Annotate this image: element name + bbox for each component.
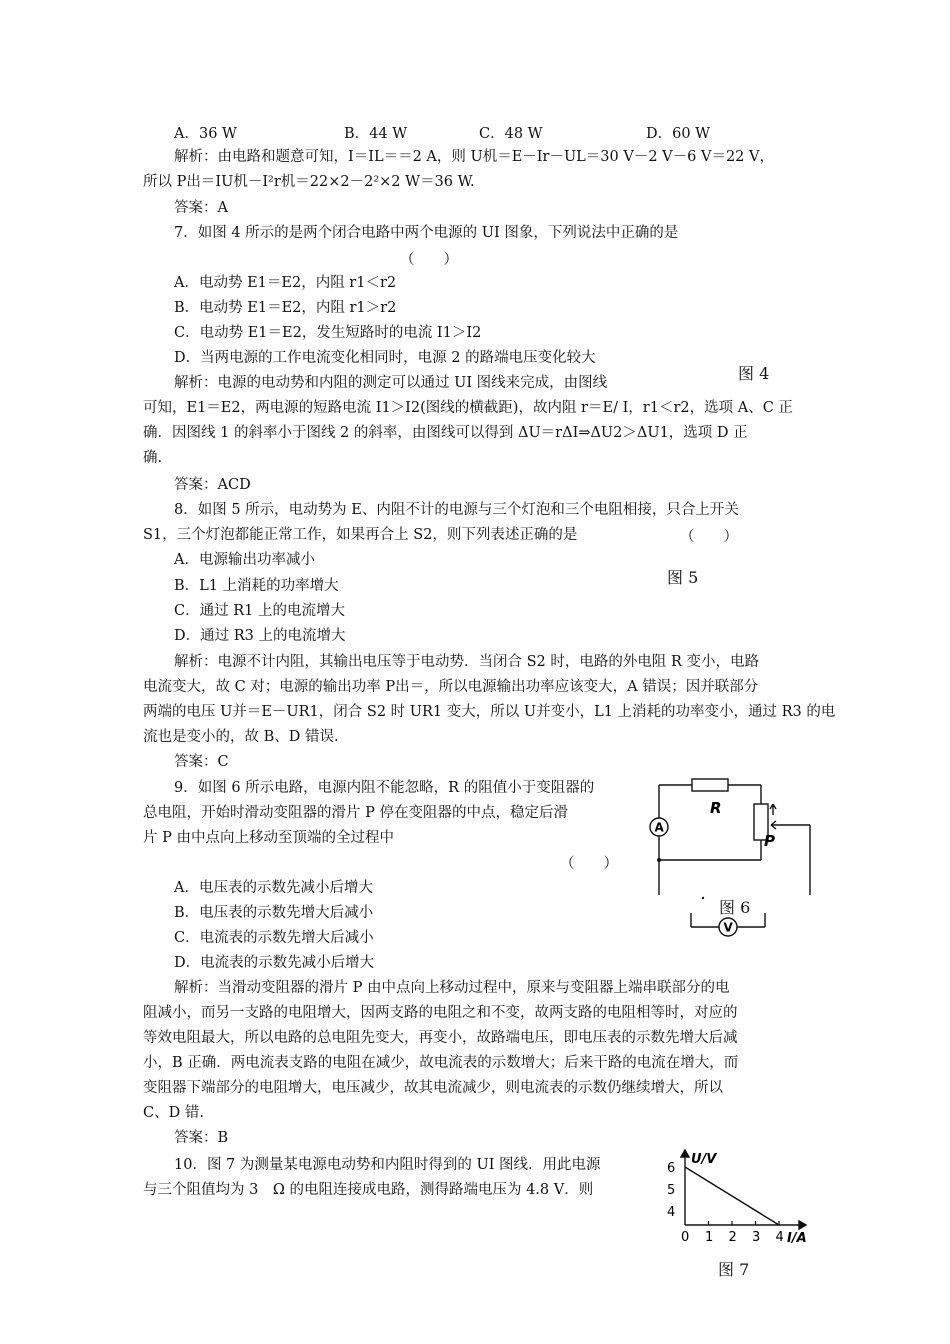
q9-analysis-line-5: 变阻器下端部分的电阻增大，电压减少，故其电流减少，则电流表的示数仍继续增大，所以 — [143, 1080, 723, 1096]
q9-option-a: A．电压表的示数先减小后增大 — [174, 880, 373, 896]
q10-stem-line-1: 10．图 7 为测量某电源电动势和内阻时得到的 UI 图线．用此电源 — [174, 1157, 601, 1173]
q9-analysis-line-3: 等效电阻最大，所以电路的总电阻先变大，再变小，故路端电压，即电压表的示数先增大后减 — [143, 1030, 738, 1046]
q6-analysis-line-1: 解析：由电路和题意可知，I＝IL＝＝2 A，则 U机＝E－Ir－UL＝30 V－2 V－6 V＝22 V， — [174, 149, 774, 165]
q8-analysis-line-3: 两端的电压 U并＝E－UR1，闭合 S2 时 UR1 变大，所以 U并变小，L1 上消耗的功率变小，通过 R3 的电 — [143, 704, 836, 720]
q6-choice-c: C．48 W — [479, 126, 543, 142]
q8-option-a: A．电源输出功率减小 — [174, 552, 315, 568]
q6-analysis-line-2: 所以 P出＝IU机－I²r机＝22×2－2²×2 W＝36 W. — [143, 174, 475, 190]
q8-answer: 答案：C — [174, 754, 229, 770]
x-tick-label: 3 — [752, 1230, 761, 1245]
q6-choices — [174, 122, 734, 142]
resistor-r — [692, 779, 728, 791]
figure-6-label: 图 6 — [719, 898, 751, 917]
q7-option-d: D．当两电源的工作电流变化相同时，电源 2 的路端电压变化较大 — [174, 350, 596, 366]
q6-choice-a: A．36 W — [174, 126, 237, 142]
x-axis-label: I/A — [787, 1231, 807, 1246]
ui-line-series — [685, 1167, 779, 1225]
q6-choice-b: B．44 W — [344, 126, 408, 142]
voltmeter-label: V — [723, 920, 733, 935]
q8-answer-paren: （ ） — [680, 529, 738, 545]
q7-answer-paren: （ ） — [400, 252, 458, 268]
q6-choice-d: D．60 W — [646, 126, 711, 142]
q9-option-d: D．电流表的示数先减小后增大 — [174, 955, 375, 971]
x-tick-label: 4 — [775, 1230, 784, 1245]
q9-stem-line-2: 总电阻，开始时滑动变阻器的滑片 P 停在变阻器的中点，稳定后滑 — [143, 805, 568, 821]
q9-answer: 答案：B — [174, 1130, 229, 1146]
q7-analysis-line-3: 确．因图线 1 的斜率小于图线 2 的斜率，由图线可以得到 ΔU＝rΔI⇒ΔU2＞ΔU1，选项 D 正 — [143, 425, 748, 441]
resistor-r-label: R — [710, 799, 722, 817]
y-axis-arrow — [681, 1150, 689, 1157]
q9-answer-paren: （ ） — [560, 856, 618, 872]
q7-analysis-line-2: 可知，E1＝E2，两电源的短路电流 I1＞I2(图线的横截距)，故内阻 r＝E/ I，r1＜r2，选项 A、C 正 — [143, 400, 793, 416]
q9-analysis-line-1: 解析：当滑动变阻器的滑片 P 由中点向上移动过程中，原来与变阻器上端串联部分的电 — [174, 980, 730, 996]
terminal-dot — [702, 897, 704, 899]
figure-4-label: 图 4 — [738, 364, 770, 383]
figure-6-circuit — [640, 770, 825, 945]
q8-option-c: C．通过 R1 上的电流增大 — [174, 603, 345, 619]
q8-analysis-line-4: 流也是变小的，故 B、D 错误. — [143, 729, 339, 745]
q9-option-b: B．电压表的示数先增大后减小 — [174, 905, 374, 921]
x-axis-arrow — [799, 1221, 806, 1229]
q9-stem-line-3: 片 P 由中点向上移动至顶端的全过程中 — [143, 830, 394, 846]
ammeter-label: A — [654, 820, 664, 835]
y-tick-label: 6 — [667, 1161, 676, 1176]
junction — [657, 858, 661, 862]
q9-analysis-line-2: 阻减小，而另一支路的电阻增大，因两支路的电阻之和不变，故两支路的电阻相等时，对应的 — [143, 1005, 738, 1021]
q7-option-a: A．电动势 E1＝E2，内阻 r1＜r2 — [174, 275, 397, 291]
q8-stem-line-1: 8．如图 5 所示，电动势为 E、内阻不计的电源与三个灯泡和三个电阻相接，只合上开关 — [174, 502, 739, 518]
x-tick-label: 2 — [728, 1230, 737, 1245]
slider-p-label: P — [764, 832, 775, 850]
q7-answer: 答案：ACD — [174, 477, 251, 493]
x-tick-label: 0 — [681, 1230, 690, 1245]
q8-option-d: D．通过 R3 上的电流增大 — [174, 628, 346, 644]
q9-analysis-line-4: 小，B 正确．两电流表支路的电阻在减少，故电流表的示数增大；后来干路的电流在增大，而 — [143, 1055, 739, 1071]
q7-analysis-line-1: 解析：电源的电动势和内阻的测定可以通过 UI 图线来完成，由图线 — [174, 375, 608, 391]
y-tick-label: 5 — [667, 1183, 676, 1198]
q7-stem: 7．如图 4 所示的是两个闭合电路中两个电源的 UI 图象，下列说法中正确的是 — [174, 225, 679, 241]
q6-answer: 答案：A — [174, 200, 228, 216]
q9-option-c: C．电流表的示数先增大后减小 — [174, 930, 374, 946]
q9-analysis-line-6: C、D 错. — [143, 1105, 204, 1121]
q7-analysis-line-4: 确. — [143, 450, 163, 466]
q10-stem-line-2: 与三个阻值均为 3 Ω 的电阻连接成电路，测得路端电压为 4.8 V．则 — [143, 1182, 594, 1198]
x-tick-label: 1 — [705, 1230, 714, 1245]
figure-7-label: 图 7 — [718, 1260, 750, 1279]
figure-7-ui-chart — [655, 1148, 820, 1248]
q8-stem-line-2: S1，三个灯泡都能正常工作，如果再合上 S2，则下列表述正确的是 — [143, 527, 578, 543]
q8-option-b: B．L1 上消耗的功率增大 — [174, 578, 339, 594]
q8-analysis-line-2: 电流变大，故 C 对；电源的输出功率 P出＝，所以电源输出功率应该变大，A 错误；因并联部分 — [143, 679, 759, 695]
y-tick-label: 4 — [667, 1205, 676, 1220]
y-axis-label: U/V — [691, 1152, 717, 1167]
q7-option-b: B．电动势 E1＝E2，内阻 r1＞r2 — [174, 300, 397, 316]
figure-5-label: 图 5 — [667, 568, 699, 587]
q7-option-c: C．电动势 E1＝E2，发生短路时的电流 I1＞I2 — [174, 325, 482, 341]
q9-stem-line-1: 9．如图 6 所示电路，电源内阻不能忽略，R 的阻值小于变阻器的 — [174, 780, 595, 796]
q8-analysis-line-1: 解析：电源不计内阻，其输出电压等于电动势．当闭合 S2 时，电路的外电阻 R 变小，电路 — [174, 654, 760, 670]
